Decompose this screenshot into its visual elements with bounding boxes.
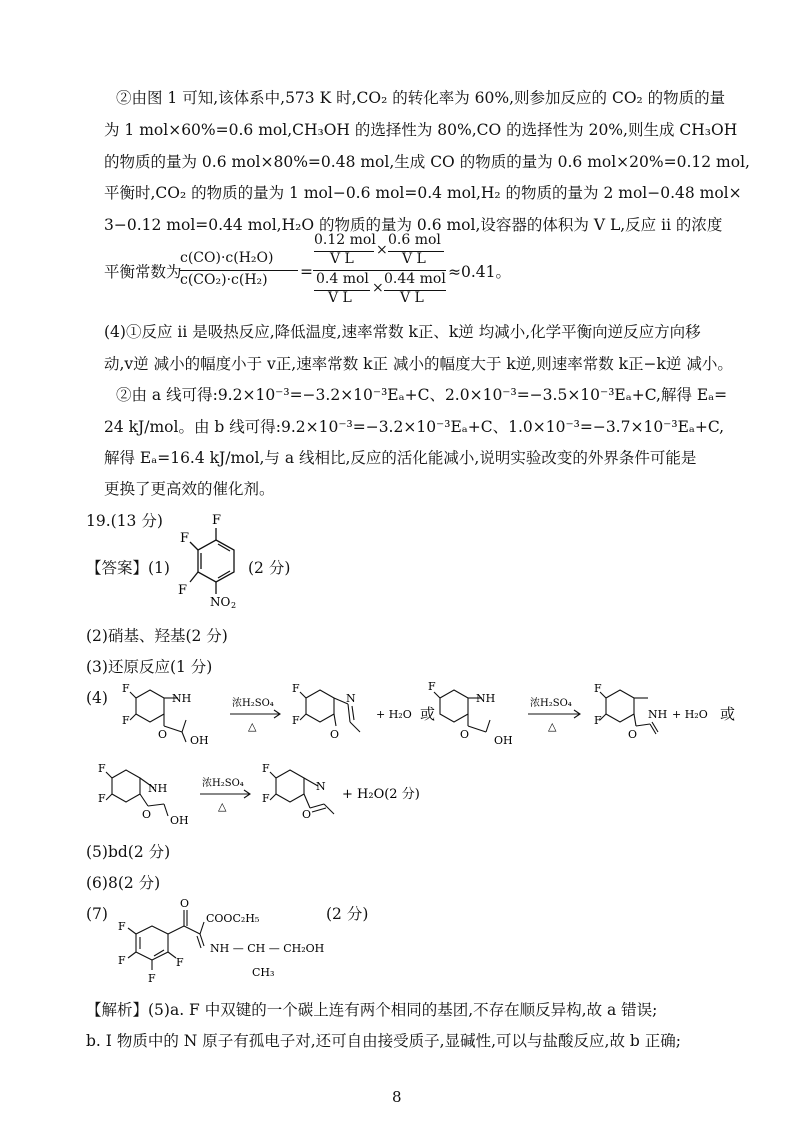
eq-times: × xyxy=(372,280,384,296)
reaction-row-1 xyxy=(120,676,760,752)
atom-label: F xyxy=(212,513,222,528)
eq-c-den: V L xyxy=(328,290,352,306)
eq-d-den: V L xyxy=(400,290,424,306)
group-label: NH — CH — CH₂OH xyxy=(210,942,325,955)
answer-4-label: (4) xyxy=(86,689,108,707)
group-label: COOC₂H₅ xyxy=(206,912,260,925)
reaction-condition: △ xyxy=(218,800,227,813)
text-line: (4)①反应 ⅱ 是吸热反应,降低温度,速率常数 k正、k逆 均减小,化学平衡向逆反应方向移 xyxy=(104,323,701,341)
trifluoronitrobenzene-structure xyxy=(168,510,248,608)
atom-label: O xyxy=(158,728,168,741)
eq-den1: c(CO₂)·c(H₂) xyxy=(180,272,268,288)
reaction-condition: 浓H₂SO₄ xyxy=(202,778,244,789)
atom-label: F xyxy=(118,920,126,933)
answer-3: (3)还原反应(1 分) xyxy=(86,658,213,676)
answer-7-label: (7) xyxy=(86,905,108,923)
eq-a-den: V L xyxy=(330,251,354,267)
atom-label: NH xyxy=(476,692,496,705)
atom-label: F xyxy=(98,792,106,805)
eq-a-num: 0.12 mol xyxy=(314,232,376,248)
atom-label: F xyxy=(262,792,270,805)
atom-label: O xyxy=(628,728,638,741)
byproduct: + H₂O xyxy=(376,708,412,721)
answer-7-structure xyxy=(112,896,352,986)
answer-1-score: (2 分) xyxy=(248,559,291,577)
atom-label: F xyxy=(180,531,190,546)
reaction-condition: 浓H₂SO₄ xyxy=(232,698,274,709)
eq-b-den: V L xyxy=(402,251,426,267)
atom-label: O xyxy=(330,728,340,741)
answer-1-label: 【答案】(1) xyxy=(86,559,170,577)
atom-label: 2 xyxy=(231,601,237,608)
reaction-row-2 xyxy=(96,758,456,832)
text-line: 更换了更高效的催化剂。 xyxy=(104,480,275,498)
byproduct: + H₂O(2 分) xyxy=(342,787,420,802)
eq-d-num: 0.44 mol xyxy=(384,271,446,287)
atom-label: F xyxy=(178,583,188,598)
question-title: 19.(13 分) xyxy=(86,512,163,530)
atom-label: OH xyxy=(190,734,209,747)
reaction-condition: △ xyxy=(548,720,557,733)
atom-label: O xyxy=(302,808,312,821)
eq-result: ≈0.41。 xyxy=(448,263,511,281)
atom-label: N xyxy=(346,692,356,705)
text-line: 解得 Eₐ=16.4 kJ/mol,与 a 线相比,反应的活化能减小,说明实验改变的外界条件可能是 xyxy=(104,449,697,467)
atom-label: F xyxy=(118,954,126,967)
atom-label: O xyxy=(142,808,152,821)
text-line: 平衡时,CO₂ 的物质的量为 1 mol−0.6 mol=0.4 mol,H₂ 的物质的量为 2 mol−0.48 mol× xyxy=(104,184,742,202)
atom-label: F xyxy=(428,680,436,693)
eq-times: × xyxy=(376,242,388,258)
text-line: 24 kJ/mol。由 b 线可得:9.2×10⁻³=−3.2×10⁻³Eₐ+C、1.0×10⁻³=−3.7×10⁻³Eₐ+C, xyxy=(104,418,725,436)
atom-label: NH xyxy=(172,692,192,705)
atom-label: F xyxy=(122,714,130,727)
text-line: 动,v逆 减小的幅度小于 v正,速率常数 k正 减小的幅度大于 k逆,则速率常数 k正−k逆 减小。 xyxy=(104,355,733,373)
answer-7-score: (2 分) xyxy=(326,905,369,923)
atom-label: F xyxy=(122,682,130,695)
eq-c-num: 0.4 mol xyxy=(316,271,369,287)
reaction-condition: 浓H₂SO₄ xyxy=(530,698,572,709)
text-line: 3−0.12 mol=0.44 mol,H₂O 的物质的量为 0.6 mol,设容器的体积为 V L,反应 ⅱ 的浓度 xyxy=(104,216,723,234)
text-line: ②由图 1 可知,该体系中,573 K 时,CO₂ 的转化率为 60%,则参加反应的 CO₂ 的物质的量 xyxy=(116,89,726,107)
atom-label: OH xyxy=(170,814,189,827)
text-line: 为 1 mol×60%=0.6 mol,CH₃OH 的选择性为 80%,CO 的选择性为 20%,则生成 CH₃OH xyxy=(104,121,738,139)
eq-num1: c(CO)·c(H₂O) xyxy=(180,250,274,266)
group-label: CH₃ xyxy=(252,966,275,979)
atom-label: O xyxy=(180,897,190,910)
atom-label: OH xyxy=(494,734,513,747)
reaction-condition: △ xyxy=(248,720,257,733)
atom-label: F xyxy=(594,682,602,695)
eq-b-num: 0.6 mol xyxy=(388,232,441,248)
answer-2: (2)硝基、羟基(2 分) xyxy=(86,627,228,645)
atom-label: NO xyxy=(210,595,231,608)
answer-6: (6)8(2 分) xyxy=(86,874,161,892)
answer-5: (5)bd(2 分) xyxy=(86,843,171,861)
byproduct: + H₂O xyxy=(672,708,708,721)
eq-prefix: 平衡常数为 xyxy=(104,263,182,281)
fraction-bar xyxy=(180,270,298,271)
text-line: 的物质的量为 0.6 mol×80%=0.48 mol,生成 CO 的物质的量为 0.6 mol×20%=0.12 mol, xyxy=(104,153,750,171)
atom-label: F xyxy=(98,762,106,775)
atom-label: NH xyxy=(148,782,168,795)
page-number: 8 xyxy=(392,1088,402,1106)
atom-label: F xyxy=(176,956,184,969)
text-line: ②由 a 线可得:9.2×10⁻³=−3.2×10⁻³Eₐ+C、2.0×10⁻³=−3.5×10⁻³Eₐ+C,解得 Eₐ= xyxy=(116,386,728,404)
atom-label: NH xyxy=(648,708,668,721)
or-word: 或 xyxy=(720,705,736,723)
analysis-line: b. I 物质中的 N 原子有孤电子对,还可自由接受质子,显碱性,可以与盐酸反应,故 b 正确; xyxy=(86,1032,681,1050)
atom-label: F xyxy=(292,714,300,727)
atom-label: F xyxy=(292,682,300,695)
atom-label: F xyxy=(594,714,602,727)
atom-label: F xyxy=(262,762,270,775)
atom-label: O xyxy=(460,728,470,741)
atom-label: F xyxy=(148,972,156,985)
analysis-line: 【解析】(5)a. F 中双键的一个碳上连有两个相同的基团,不存在顺反异构,故 a 错误; xyxy=(86,1001,658,1019)
eq-equals: = xyxy=(300,263,313,281)
atom-label: N xyxy=(316,780,326,793)
or-word: 或 xyxy=(420,705,436,723)
